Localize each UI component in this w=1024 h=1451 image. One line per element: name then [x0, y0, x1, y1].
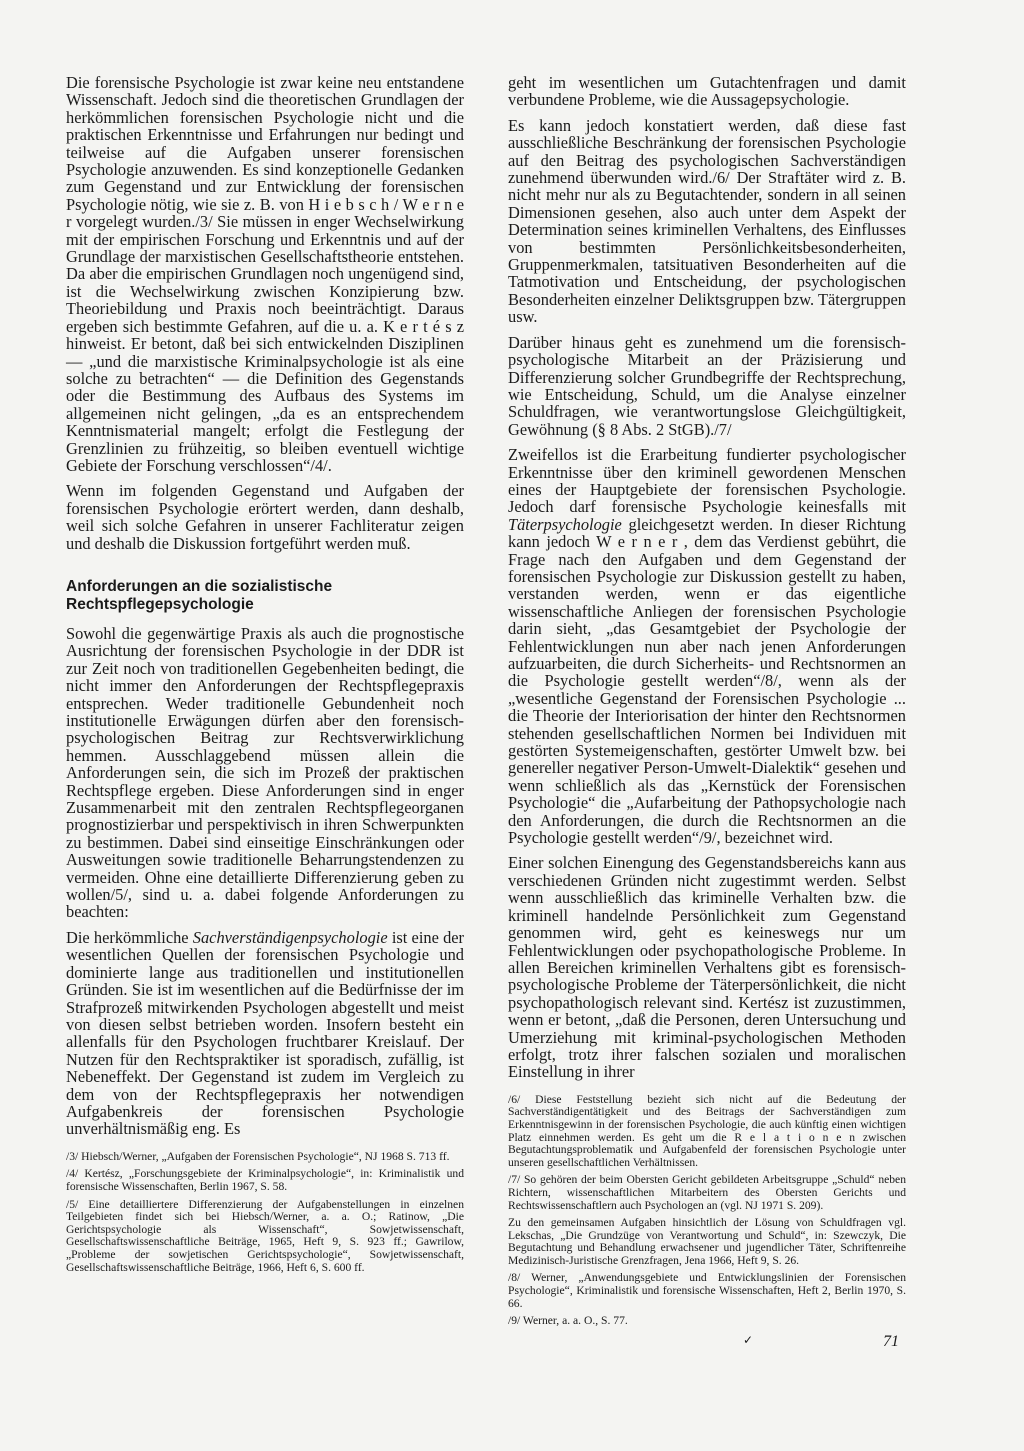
footnote: /6/ Diese Feststellung bezieht sich nicht auf die Bedeutung der Sachverständigentätigkeit und des Beitrags der Sachverständigen zum Erkenntnisgewinn in der forensischen Psychologie, die auch künftig einen wichtigen Platz einnehmen werden. Es geht um die R e l a t i o n e n zwischen Begutachtungsproblematik und Aufgabenfeld der forensischen Psychologie unter unseren gesellschaftlichen Verhältnissen. — [508, 1092, 906, 1169]
pen-mark: ✓ — [743, 1333, 754, 1347]
footnote: /5/ Eine detailliertere Differenzierung der Aufgabenstellungen in einzelnen Teilgebieten findet sich bei Hiebsch/Werner, a. a. O.; Ratinow, „Die Gerichtspsychologie als Wissenschaft“, Sowjetwissenschaft, Gesellschaftswissenschaftliche Beiträge, 1965, Heft 9, S. 923 ff.; Gawrilow, „Probleme der sowjetischen Gerichtspsychologie“, Sowjetwissenschaft, Gesellschaftswissenschaftliche Beiträge, 1966, Heft 6, S. 600 ff. — [66, 1197, 464, 1274]
paragraph: Darüber hinaus geht es zunehmend um die forensisch-psychologische Mitarbeit an der Präzisierung und Differenzierung solcher Grundbegriffe der Rechtsprechung, wie Entscheidung, Schuld, um die Analyse einzelner Schuldfragen, wie verantwortungslose Gleichgültigkeit, Gewöhnung (§ 8 Abs. 2 StGB)./7/ — [508, 332, 906, 439]
paragraph — [508, 446, 906, 846]
paragraph: Es kann jedoch konstatiert werden, daß diese fast ausschließliche Beschränkung der forensischen Psychologie auf den Beitrag des psychologischen Sachverständigen zunehmend überwunden wird./6/ Der Straftäter wird z. B. nicht mehr nur als zu Begutachtender, sondern in all seinen Dimensionen gesehen, also auch unter dem Aspekt der Determination seines kriminellen Verhaltens, des Einflusses von bestimmten Persönlichkeitsbesonderheiten, Gruppenmerkmalen, tatsituativen Besonderheiten auf die Tatmotivation und Entscheidung, der psychologischen Besonderheiten einzelner Deliktsgruppen bzw. Tätergruppen usw. — [508, 115, 906, 327]
paragraph: Sowohl die gegenwärtige Praxis als auch die prognostische Ausrichtung der forensischen Psychologie in der DDR ist zur Zeit noch von traditionellen Gegebenheiten bedingt, die nicht immer den Anforderungen der Rechtspflegepraxis entsprechen. Weder traditionelle Gebundenheit noch institutionelle Erwägungen dürfen aber den forensisch-psychologischen Beitrag zur Rechtsverwirklichung hemmen. Ausschlaggebend müssen allein die Anforderungen sein, die sich im Prozeß der praktischen Rechtspflege ergeben. Diese Anforderungen sind in enger Zusammenarbeit mit den zentralen Rechtspflegeorganen prognostizierbar und perspektivisch in ihren Schwerpunkten zu bestimmen. Dabei sind einseitige Einschränkungen oder Ausweitungen sowie traditionelle Beharrungstendenzen zu vermeiden. Ohne eine detaillierte Differenzierung geben zu wollen/5/, sind u. a. dabei folgende Anforderungen zu beachten: — [66, 623, 464, 922]
paragraph: Einer solchen Einengung des Gegenstandsbereichs kann aus verschiedenen Gründen nicht zugestimmt werden. Selbst wenn ausschließlich das kriminelle Verhalten bzw. die kriminell handelnde Persönlichkeit zum Gegenstand genommen wird, geht es keineswegs nur um Fehlentwicklungen oder psychopathologische Probleme. In allen Bereichen kriminellen Verhaltens gibt es forensisch-psychologische Probleme der Täterpersönlichkeit, die nicht psychopathologisch relevant sind. Kertész ist zuzustimmen, wenn er betont, „daß die Personen, deren Untersuchung und Umerziehung mit kriminal-psychologischen Methoden erfolgt, trotz ihrer falschen sozialen und moralischen Einstellung in ihrer — [508, 853, 906, 1082]
text-run: gleichgesetzt werden. In dieser Richtung kann jedoch W e r n e r , dem das Verdienst gebührt, die Frage nach den Aufgaben und dem Gegenstand der forensischen Psychologie zur Diskussion gestellt zu haben, verstanden werden, wenn er das eigentliche wissenschaftliche Anliegen der forensischen Psychologie darin sieht, „das Gesamtgebiet der Psychologie der Fehlentwicklungen nun aber nach jenen Anforderungen aufzuarbeiten, die durch Sicherheits- und Rechtsnormen an die Psychologie gestellt werden“/8/, wenn als der „wesentliche Gegenstand der Forensischen Psychologie ... die Theorie der Interiorisation der hinter den Rechtsnormen stehenden gesellschaftlichen Normen bei Individuen mit gestörten Systemeigenschaften, gestörter Umwelt bzw. bei genereller negativer Person-Umwelt-Dialektik“ gesehen und wenn schließlich als das „Kernstück der Forensischen Psychologie“ die „Aufarbeitung der Pathopsychologie nach den Anforderungen, die durch die Rechtsnormen an die Psychologie gestellt werden“/9/, bezeichnet wird. — [508, 514, 906, 848]
footnote: /8/ Werner, „Anwendungsgebiete und Entwicklungslinien der Forensischen Psychologie“, Kriminalistik und forensische Wissenschaften, Heft 2, Berlin 1970, S. 66. — [508, 1271, 906, 1310]
section-heading: Anforderungen an die sozialistische Rechtspflegepsychologie — [66, 577, 333, 613]
text-run: ist eine der wesentlichen Quellen der forensischen Psychologie und dominierte lange aus traditionellen und institutionellen Gründen. Sie ist im wesentlichen auf die Bedürfnisse der im Strafprozeß mitwirkenden Psychologen abgestellt und meist von diesen selbst betrieben worden. Insofern besteht ein allenfalls für den Psychologen fruchtbarer Kreislauf. Der Nutzen für den Rechtspraktiker ist sporadisch, zufällig, ist Nebeneffekt. Der Gegenstand ist zudem im Vergleich zu dem von der Rechtspflegepraxis her notwendigen Aufgabenkreis der forensischen Psychologie unverhältnismäßig eng. Es — [66, 927, 464, 1139]
paragraph: Die forensische Psychologie ist zwar keine neu entstandene Wissenschaft. Jedoch sind die theoretischen Grundlagen der herkömmlichen forensischen Psychologie nicht und die praktischen Erkenntnisse und Erfahrungen nur bedingt und teilweise auf die Aufgaben unserer forensischen Psychologie anzuwenden. Es sind konzeptionelle Gedanken zum Gegenstand und zur Entwicklung der forensischen Psychologie nötig, wie sie z. B. von H i e b s c h / W e r n e r vorgelegt wurden./3/ Sie müssen in enger Wechselwirkung mit der empirischen Forschung und Erkenntnis und auf der Grundlage der marxistischen Gesellschaftstheorie entstehen. Da aber die empirischen Grundlagen noch ungenügend sind, ist die Wechselwirkung zwischen Konzipierung bzw. Theoriebildung und Praxis noch beeinträchtigt. Daraus ergeben sich bestimmte Gefahren, auf die u. a. K e r t é s z hinweist. Er betont, daß bei sich entwickelnden Disziplinen — „und die marxistische Kriminalpsychologie ist als eine solche zu betrachten“ — die Definition des Gegenstands oder die Bestimmung des Aufbaus des Systems im allgemeinen nicht gelingen, „da es an entsprechendem Kenntnismaterial mangelt; erfolgt die Festlegung der Grenzlinien zu frühzeitig, so bleiben eventuell wichtige Gebiete der Forschung verschlossen“/4/. — [66, 73, 464, 475]
right-column — [508, 74, 906, 1333]
footnote: /3/ Hiebsch/Werner, „Aufgaben der Forensischen Psychologie“, NJ 1968 S. 713 ff. — [66, 1149, 450, 1163]
text-run: Zweifellos ist die Erarbeitung fundierter psychologischer Erkenntnisse über den kriminell gewordenen Menschen eines der Hauptgebiete der forensischen Psychologie. Jedoch darf forensische Psychologie keinesfalls mit — [508, 445, 906, 517]
page-number: 71 — [883, 1333, 899, 1350]
footnote: /9/ Werner, a. a. O., S. 77. — [508, 1314, 628, 1328]
footnote: Zu den gemeinsamen Aufgaben hinsichtlich der Lösung von Schuldfragen vgl. Lekschas, „Die Grundzüge von Verantwortung und Schuld“, in: Szewczyk, Die Begutachtung und Behandlung erwachsener und jugendlicher Täter, Schriftenreihe Medizinisch-Juristische Grenzfragen, Jena 1966, Heft 9, S. 26. — [508, 1216, 906, 1267]
text-run: Die herkömmliche — [66, 927, 193, 947]
paragraph: Wenn im folgenden Gegenstand und Aufgaben der forensischen Psychologie erörtert werden, dann deshalb, weil sich solche Gefahren in unserer Fachliteratur zeigen und deshalb die Diskussion fortgeführt werden muß. — [66, 481, 464, 553]
emphasis-term: Täterpsychologie — [508, 514, 622, 534]
footnotes — [66, 1151, 464, 1274]
footnote: /4/ Kertész, „Forschungsgebiete der Kriminalpsychologie“, in: Kriminalistik und forensische Wissenschaften, Berlin 1967, S. 58. — [66, 1167, 464, 1193]
left-column — [66, 74, 464, 1279]
paragraph — [66, 929, 464, 1138]
footnotes — [508, 1094, 906, 1328]
paragraph: geht im wesentlichen um Gutachtenfragen und damit verbundene Probleme, wie die Aussagepsychologie. — [508, 73, 906, 110]
emphasis-term: Sachverständigenpsychologie — [192, 927, 388, 947]
footnote: /7/ So gehören der beim Obersten Gericht gebildeten Arbeitsgruppe „Schuld“ neben Richtern, wissenschaftlichen Mitarbeitern des Obersten Gerichts und Rechtswissenschaftlern auch Psychologen an (vgl. NJ 1971 S. 209). — [508, 1173, 906, 1212]
